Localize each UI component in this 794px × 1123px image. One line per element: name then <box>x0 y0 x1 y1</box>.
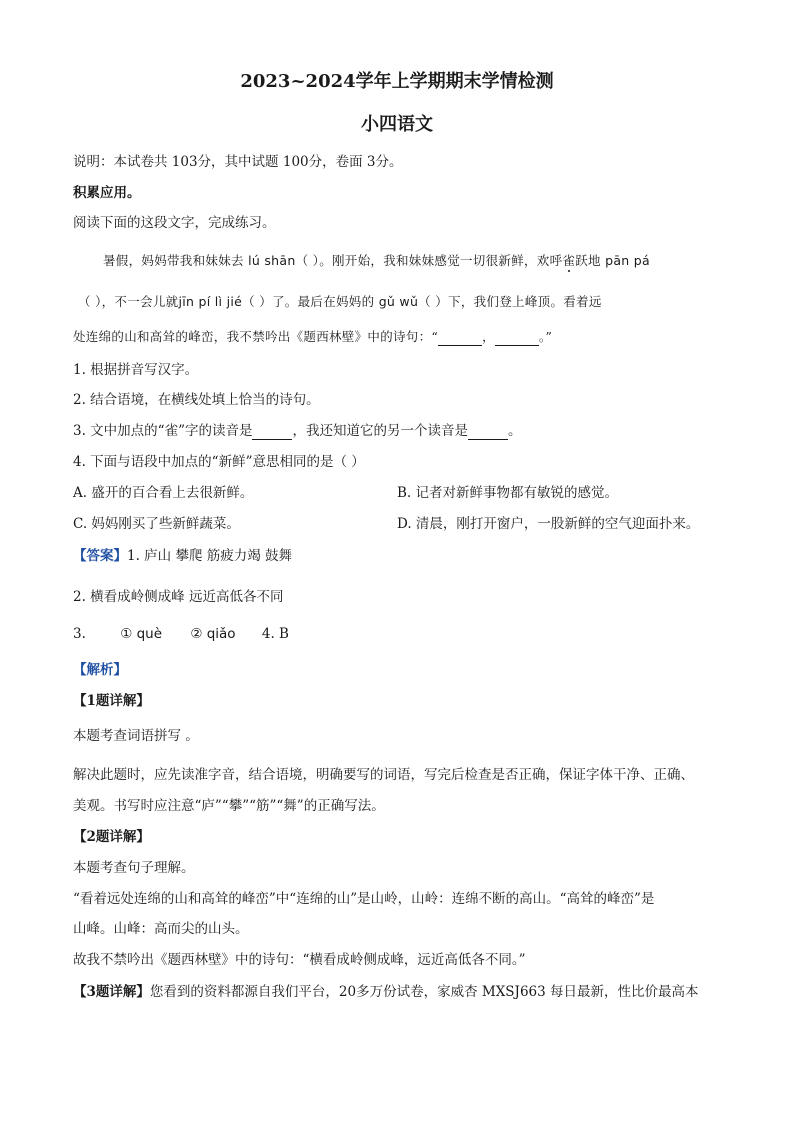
answer-3-number: 3. <box>73 626 86 642</box>
question-3-text: 3. 文中加点的“雀”字的读音是 <box>73 423 253 439</box>
page-subtitle: 小四语文 <box>361 114 433 135</box>
detail-3-text: 您看到的资料都源自我们平台，20多万份试卷，家威杏 MXSJ663 每日最新，性比价最高本 <box>149 984 699 1000</box>
section-heading: 积累应用。 <box>73 185 141 201</box>
detail-3-line <box>73 983 699 1001</box>
reading-blank-1[interactable] <box>252 425 292 440</box>
pinyin-jinpilijie: jīn pí lì jié <box>178 294 243 309</box>
passage-text: （ ），不一会儿就 <box>78 294 179 309</box>
question-3 <box>73 422 521 440</box>
answer-label: 【答案】 <box>73 548 127 564</box>
passage-text: 处连绵的山和高耸的峰峦，我不禁吟出《题西林壁》中的诗句：“ <box>73 329 439 344</box>
passage-text: （ ）了。最后在妈妈的 <box>242 294 379 309</box>
question-3-text: 。 <box>507 423 522 439</box>
passage-line-1 <box>103 252 650 270</box>
detail-3-label: 【3题详解】 <box>73 984 150 1000</box>
option-b[interactable]: B. 记者对新鲜事物都有敏锐的感觉。 <box>397 485 619 501</box>
detail-2-paragraph-line-2: 山峰。山峰：高而尖的山头。 <box>73 921 249 937</box>
answer-line-1 <box>73 547 292 565</box>
answer-line-3 <box>73 625 289 643</box>
option-c[interactable]: C. 妈妈刚买了些新鲜蔬菜。 <box>73 516 240 532</box>
answer-2: 2. 横看成岭侧成峰 远近高低各不同 <box>73 589 284 605</box>
page-title: 2023~2024学年上学期期末学情检测 <box>240 71 554 92</box>
answer-4-text: 4. B <box>261 626 289 642</box>
passage-line-2 <box>78 293 602 311</box>
question-2: 2. 结合语境，在横线处填上恰当的诗句。 <box>73 392 320 408</box>
option-d[interactable]: D. 清晨，刚打开窗户，一股新鲜的空气迎面扑来。 <box>397 516 700 532</box>
passage-text: 。” <box>538 329 553 344</box>
passage-text: 暑假，妈妈带我和妹妹去 <box>103 253 249 268</box>
instruction-text: 阅读下面的这段文字，完成练习。 <box>73 215 276 231</box>
detail-1-label: 【1题详解】 <box>73 693 150 709</box>
detail-1-text: 本题考查词语拼写 。 <box>73 728 199 744</box>
question-4: 4. 下面与语段中加点的“新鲜”意思相同的是（ ） <box>73 454 365 470</box>
answer-3-reading-2: ② qiǎo <box>190 626 236 642</box>
option-a[interactable]: A. 盛开的百合看上去很新鲜。 <box>73 485 254 501</box>
detail-2-poem-line: 故我不禁吟出《题西林壁》中的诗句：“横看成岭侧成峰，远近高低各不同。” <box>73 952 526 968</box>
question-3-text: ，我还知道它的另一个读音是 <box>292 423 468 439</box>
analysis-label: 【解析】 <box>73 662 127 678</box>
detail-1-paragraph-line-1: 解决此题时，应先读准字音，结合语境，明确要写的词语，写完后检查是否正确，保证字体干净、正确、 <box>73 767 694 783</box>
passage-text: （ ）下，我们登上峰顶。看着远 <box>418 294 602 309</box>
detail-2-text: 本题考查句子理解。 <box>73 860 195 876</box>
pinyin-guwu: gǔ wǔ <box>378 294 419 309</box>
poem-blank-1[interactable] <box>438 331 482 346</box>
question-1: 1. 根据拼音写汉字。 <box>73 362 199 378</box>
detail-2-paragraph-line-1: “看着远处连绵的山和高耸的峰峦”中“连绵的山”是山岭，山岭：连绵不断的高山。“高耸的峰峦”是 <box>73 891 655 907</box>
passage-text: 跃地 <box>575 253 606 268</box>
passage-text: ， <box>482 329 495 344</box>
answer-3-reading-1: ① què <box>120 626 163 642</box>
pinyin-panpa: pān pá <box>605 253 650 268</box>
passage-line-3 <box>73 328 552 346</box>
detail-2-label: 【2题详解】 <box>73 829 150 845</box>
exam-note: 说明：本试卷共 103分，其中试题 100分，卷面 3分。 <box>73 154 403 170</box>
reading-blank-2[interactable] <box>468 425 508 440</box>
pinyin-lushan: lú shān <box>248 253 296 268</box>
poem-blank-2[interactable] <box>495 331 539 346</box>
passage-text: （ ）。刚开始，我和妹妹感觉一切很新鲜，欢呼 <box>295 253 563 268</box>
answer-1-text: 1. 庐山 攀爬 筋疲力竭 鼓舞 <box>127 548 293 564</box>
dotted-char-que: 雀 <box>562 253 576 268</box>
detail-1-paragraph-line-2: 美观。书写时应注意“庐”“攀”“筋”“舞”的正确写法。 <box>73 798 385 814</box>
